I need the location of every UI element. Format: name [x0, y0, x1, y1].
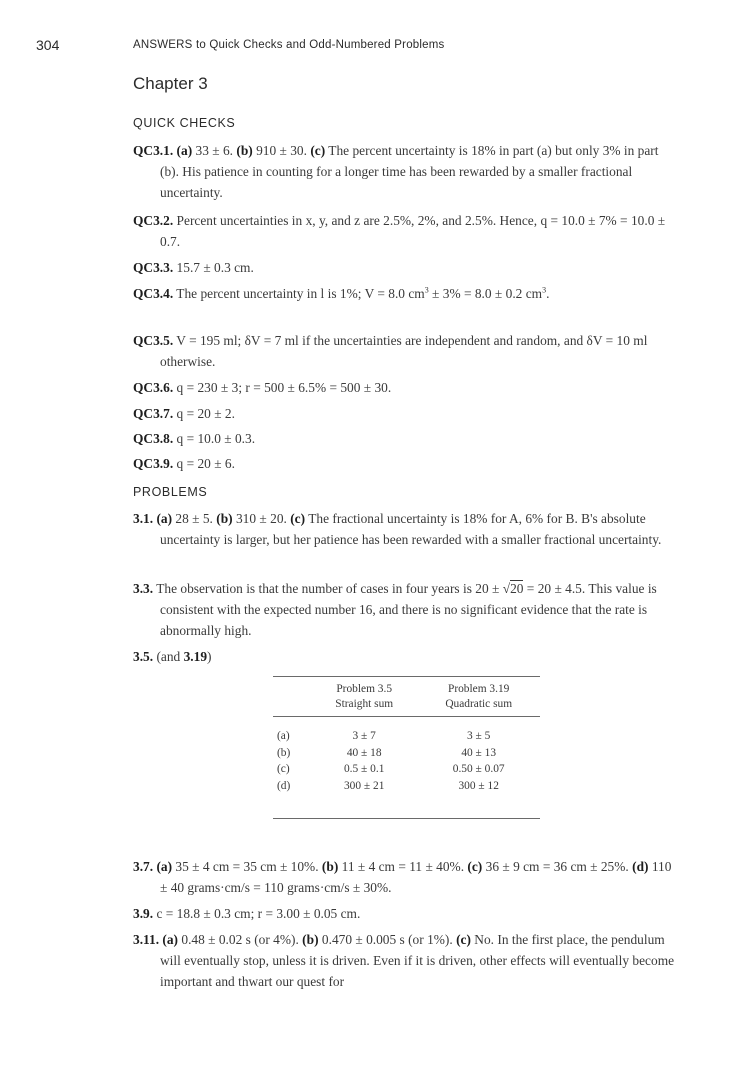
problem-text: The observation is that the number of cases in four years is 20 ±: [156, 581, 503, 596]
qc-text: q = 20 ± 2.: [176, 406, 235, 421]
straight-sum-cell: 40 ± 18: [346, 746, 382, 759]
qc-label: QC3.4.: [133, 286, 174, 301]
qc3-4: [133, 283, 680, 304]
part-label: (c): [290, 511, 306, 526]
row-label: (c): [277, 763, 290, 775]
qc-text: The percent uncertainty in l is 1%; V = 8.0 cm: [176, 286, 425, 301]
problem-text: 310 ± 20.: [232, 511, 291, 526]
problem-text: 0.48 ± 0.02 s (or 4%).: [178, 932, 303, 947]
part-label: (a): [156, 859, 173, 874]
qc-text: ± 3% = 8.0 ± 0.2 cm: [428, 286, 543, 301]
qc-label: QC3.7.: [133, 406, 174, 421]
table-header-row: [273, 676, 540, 716]
problem-label: 3.9.: [133, 906, 154, 921]
qc-label: QC3.1.: [133, 143, 174, 158]
problem-3-1: [133, 508, 680, 550]
problem-3-5: [133, 646, 680, 667]
problem-text: 0.470 ± 0.005 s (or 1%).: [318, 932, 457, 947]
sqrt-value: 20: [510, 581, 524, 596]
qc-text: V = 195 ml; δV = 7 ml if the uncertainties are independent and random, and δV = 10 ml otherwise.: [160, 333, 648, 369]
column-header-line: Straight sum: [335, 698, 394, 710]
chapter-title: Chapter 3: [133, 74, 208, 93]
problem-3-7: [133, 856, 680, 898]
part-label: (b): [236, 143, 253, 158]
problem-3-3: [133, 578, 680, 641]
qc3-7: [133, 403, 680, 424]
part-label: (b): [321, 859, 339, 874]
superscript: 3: [424, 285, 429, 295]
table-row: [273, 728, 540, 745]
quadratic-sum-cell: 300 ± 12: [458, 779, 499, 792]
qc-label: QC3.8.: [133, 431, 174, 446]
problem-label: 3.11.: [133, 932, 160, 947]
quadratic-sum-cell: 40 ± 13: [461, 746, 497, 759]
problem-text: 28 ± 5.: [172, 511, 217, 526]
row-label: (d): [277, 779, 291, 792]
part-label: (c): [467, 859, 483, 874]
column-header-quadratic: [417, 676, 540, 716]
column-header-line: Problem 3.19: [447, 683, 510, 695]
qc3-3: [133, 257, 680, 278]
part-label: (c): [310, 143, 326, 158]
problem-label: 3.7.: [133, 859, 154, 874]
qc-label: QC3.6.: [133, 380, 174, 395]
qc-text: q = 230 ± 3; r = 500 ± 6.5% = 500 ± 30.: [176, 380, 392, 395]
superscript: 3: [542, 285, 547, 295]
table-bottom-rule: [273, 818, 540, 819]
qc-text: q = 20 ± 6.: [176, 456, 235, 471]
quick-checks-heading: QUICK CHECKS: [133, 116, 236, 130]
quadratic-sum-cell: 3 ± 5: [467, 730, 491, 742]
straight-sum-cell: 0.5 ± 0.1: [343, 763, 385, 775]
problem-text: 35 ± 4 cm = 35 cm ± 10%.: [172, 859, 322, 874]
qc3-5: [133, 330, 680, 372]
problem-label: 3.5.: [133, 649, 154, 664]
qc-label: QC3.5.: [133, 333, 174, 348]
qc-label: QC3.9.: [133, 456, 174, 471]
qc-text: .: [546, 286, 550, 301]
problem-text: 110 ± 40 grams·cm/s = 110 grams·cm/s ± 30%.: [160, 859, 672, 895]
row-label: (b): [277, 746, 291, 759]
straight-sum-cell: 300 ± 21: [343, 779, 385, 792]
column-header-line: Quadratic sum: [445, 698, 513, 710]
qc3-6: [133, 377, 680, 398]
problem-3-11: [133, 929, 680, 992]
part-label: (c): [456, 932, 471, 947]
problem-text: ): [207, 649, 212, 664]
row-label: (a): [277, 730, 290, 742]
qc3-8: [133, 428, 680, 449]
table-row: [273, 761, 540, 778]
table-row: [273, 745, 540, 762]
page-number: 304: [36, 37, 60, 53]
problems-heading: PROBLEMS: [133, 485, 208, 499]
problem-label: 3.1.: [133, 511, 154, 526]
part-label: (a): [156, 511, 173, 526]
sqrt-icon: √: [502, 581, 511, 596]
part-label: (a): [176, 143, 193, 158]
problem-text: The fractional uncertainty is 18% for A, 6% for B. B's absolute uncertainty is larger, but her patience has been rewarded with a smaller fractional uncertainty.: [160, 511, 662, 547]
problem-text: 11 ± 4 cm = 11 ± 40%.: [338, 859, 468, 874]
problem-3-9: [133, 903, 680, 924]
qc3-2: [133, 210, 680, 252]
qc3-1: [133, 140, 680, 203]
qc-label: QC3.2.: [133, 213, 174, 228]
problem-text: 36 ± 9 cm = 36 cm ± 25%.: [482, 859, 633, 874]
table-corner: [273, 676, 311, 716]
qc-text: Percent uncertainties in x, y, and z are 2.5%, 2%, and 2.5%. Hence, q = 10.0 ± 7% = 10.0 ± 0.7.: [160, 213, 666, 249]
problem-text: No. In the first place, the pendulum will eventually stop, unless it is driven. Even if it is driven, other effects will eventually become important and thwart our quest for: [160, 932, 675, 989]
part-label: (b): [302, 932, 319, 947]
qc-text: The percent uncertainty is 18% in part (a) but only 3% in part (b). His patience in counting for a longer time has been rewarded by a smaller fractional uncertainty.: [160, 143, 659, 200]
qc-text: 910 ± 30.: [252, 143, 311, 158]
straight-sum-cell: 3 ± 7: [352, 730, 376, 742]
problem-label: 3.3.: [133, 581, 154, 596]
qc-text: q = 10.0 ± 0.3.: [176, 431, 256, 446]
part-label: (a): [162, 932, 179, 947]
column-header-line: Problem 3.5: [336, 683, 393, 695]
qc-text: 33 ± 6.: [192, 143, 237, 158]
problem-ref: 3.19: [183, 649, 208, 664]
qc3-9: [133, 453, 680, 474]
part-label: (d): [632, 859, 649, 874]
results-table: [273, 676, 540, 794]
qc-label: QC3.3.: [133, 260, 174, 275]
problem-text: = 20 ± 4.5. This value is consistent with the expected number 16, and there is no significant evidence that the rate is abnormally high.: [160, 581, 657, 638]
quadratic-sum-cell: 0.50 ± 0.07: [452, 763, 505, 775]
column-header-straight: [311, 676, 417, 716]
qc-text: 15.7 ± 0.3 cm.: [176, 260, 254, 275]
table-row: [273, 778, 540, 795]
part-label: (b): [216, 511, 233, 526]
running-head: ANSWERS to Quick Checks and Odd-Numbered Problems: [133, 39, 445, 51]
problem-text: c = 18.8 ± 0.3 cm; r = 3.00 ± 0.05 cm.: [156, 906, 361, 921]
problem-text: (and: [153, 649, 184, 664]
